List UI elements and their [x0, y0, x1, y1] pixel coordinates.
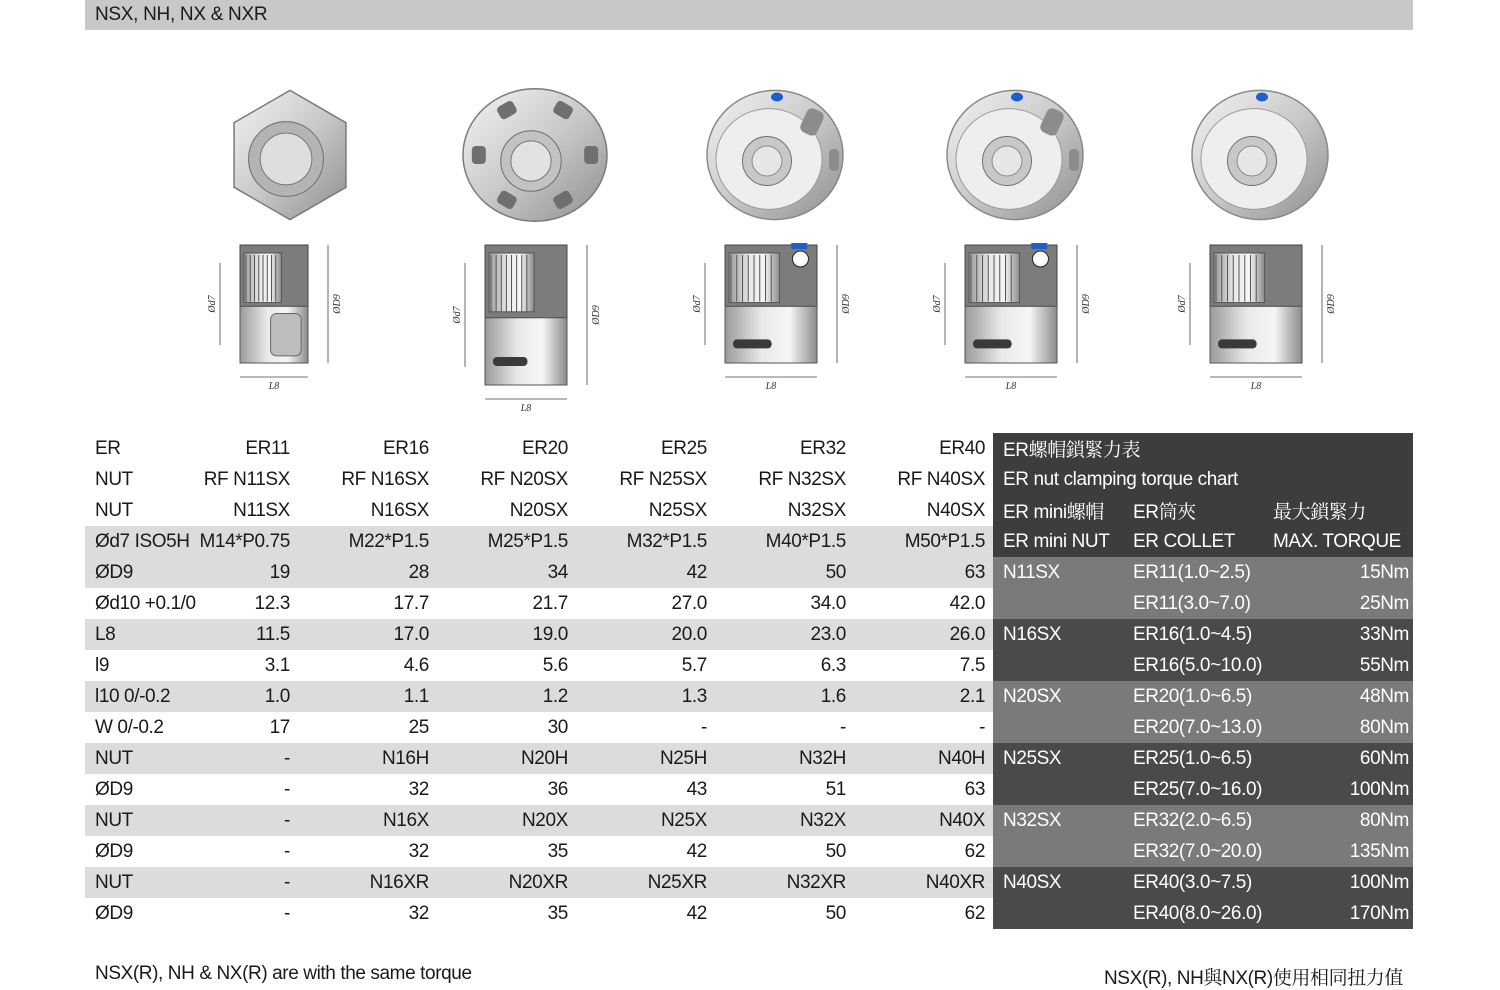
product-1: [180, 60, 400, 400]
spec-row-label: NUT: [85, 743, 197, 774]
spec-cell: 32: [298, 836, 437, 867]
spec-row-label: ER: [85, 433, 197, 464]
spec-row-label: ØD9: [85, 774, 197, 805]
blue-marker-icon: [1011, 93, 1023, 102]
spec-row: [85, 588, 993, 619]
torque-collet: ER40(8.0~26.0): [1133, 898, 1273, 929]
spec-row: [85, 619, 993, 650]
spec-row-label: W 0/-0.2: [85, 712, 197, 743]
spec-cell: RF N16SX: [298, 464, 437, 495]
spec-cell: 42: [576, 557, 715, 588]
torque-title-en: ER nut clamping torque chart: [993, 464, 1413, 495]
torque-title-zh: ER螺帽鎖緊力表: [993, 433, 1413, 464]
torque-row: [993, 805, 1413, 836]
spec-cell: 26.0: [854, 619, 993, 650]
spec-row: [85, 743, 993, 774]
spec-cell: N40XR: [854, 867, 993, 898]
torque-collet: ER20(1.0~6.5): [1133, 681, 1273, 712]
spec-cell: 3.1: [197, 650, 298, 681]
col-header-nut-en: ER mini NUT: [993, 526, 1133, 557]
spec-cell: 25: [298, 712, 437, 743]
spec-cell: N25X: [576, 805, 715, 836]
spec-row: [85, 867, 993, 898]
spec-cell: 42.0: [854, 588, 993, 619]
torque-row: [993, 588, 1413, 619]
spec-cell: 42: [576, 836, 715, 867]
spec-cell: M22*P1.5: [298, 526, 437, 557]
spec-cell: N32H: [715, 743, 854, 774]
torque-value: 60Nm: [1273, 743, 1413, 774]
nut-section-drawing: [1190, 245, 1322, 377]
spec-cell: M32*P1.5: [576, 526, 715, 557]
nut-3d-render: [234, 90, 346, 219]
footnote-en: NSX(R), NH & NX(R) are with the same torque: [95, 963, 472, 984]
spec-cell: N16XR: [298, 867, 437, 898]
nut-section-drawing: [705, 243, 837, 377]
spec-row: [85, 433, 993, 464]
spec-row: [85, 464, 993, 495]
torque-nut: [993, 898, 1133, 929]
nut-section-drawing: [945, 243, 1077, 377]
spec-cell: N25SX: [576, 495, 715, 526]
torque-nut: N16SX: [993, 619, 1133, 650]
spec-cell: 20.0: [576, 619, 715, 650]
torque-collet: ER32(7.0~20.0): [1133, 836, 1273, 867]
torque-collet: ER25(1.0~6.5): [1133, 743, 1273, 774]
product-3: [665, 60, 885, 400]
torque-collet: ER40(3.0~7.5): [1133, 867, 1273, 898]
spec-cell: ER16: [298, 433, 437, 464]
spec-cell: 19.0: [437, 619, 576, 650]
torque-row: [993, 681, 1413, 712]
torque-value: 25Nm: [1273, 588, 1413, 619]
dim-label-l8: L8: [268, 381, 280, 392]
spec-cell: ER40: [854, 433, 993, 464]
spec-row-label: ØD9: [85, 836, 197, 867]
spec-cell: M50*P1.5: [854, 526, 993, 557]
spec-cell: 1.0: [197, 681, 298, 712]
spec-cell: 1.2: [437, 681, 576, 712]
spec-cell: 17.0: [298, 619, 437, 650]
col-header-collet-en: ER COLLET: [1133, 526, 1273, 557]
torque-collet: ER11(1.0~2.5): [1133, 557, 1273, 588]
spec-cell: ER11: [197, 433, 298, 464]
spec-cell: N20XR: [437, 867, 576, 898]
dim-label-l8: L8: [520, 403, 532, 414]
spec-row: [85, 836, 993, 867]
spec-cell: 11.5: [197, 619, 298, 650]
spec-cell: 50: [715, 836, 854, 867]
spec-cell: -: [197, 867, 298, 898]
spec-row-label: NUT: [85, 805, 197, 836]
spec-row: [85, 526, 993, 557]
spec-cell: N20SX: [437, 495, 576, 526]
spec-cell: N11SX: [197, 495, 298, 526]
spec-cell: 34.0: [715, 588, 854, 619]
torque-row: [993, 836, 1413, 867]
product-4: [905, 60, 1125, 400]
spec-cell: -: [197, 836, 298, 867]
spec-cell: RF N11SX: [197, 464, 298, 495]
torque-row: [993, 774, 1413, 805]
spec-cell: -: [197, 774, 298, 805]
spec-cell: N16H: [298, 743, 437, 774]
spec-cell: 7.5: [854, 650, 993, 681]
nut-3d-render: [707, 90, 843, 219]
page-title: NSX, NH, NX & NXR: [95, 4, 268, 25]
spec-cell: 63: [854, 774, 993, 805]
spec-cell: N40SX: [854, 495, 993, 526]
torque-value: 15Nm: [1273, 557, 1413, 588]
torque-row: [993, 712, 1413, 743]
spec-cell: 4.6: [298, 650, 437, 681]
dim-label-d7: Ød7: [1177, 295, 1188, 313]
dim-label-d9: ØD9: [841, 294, 852, 314]
dim-label-l8: L8: [765, 381, 777, 392]
spec-cell: 32: [298, 774, 437, 805]
dim-label-d9: ØD9: [1326, 294, 1337, 314]
footnote-zh: NSX(R), NH與NX(R)使用相同扭力值: [1103, 968, 1403, 989]
spec-row-label: Ød7 ISO5H: [85, 526, 197, 557]
spec-cell: RF N40SX: [854, 464, 993, 495]
torque-row: [993, 867, 1413, 898]
spec-cell: 43: [576, 774, 715, 805]
spec-cell: 28: [298, 557, 437, 588]
spec-row-label: L8: [85, 619, 197, 650]
product-5: [1150, 60, 1370, 400]
dim-label-d9: ØD9: [591, 305, 602, 325]
spec-cell: N20H: [437, 743, 576, 774]
spec-cell: 35: [437, 836, 576, 867]
spec-row: [85, 557, 993, 588]
torque-nut: N25SX: [993, 743, 1133, 774]
dim-label-d9: ØD9: [1081, 294, 1092, 314]
torque-value: 48Nm: [1273, 681, 1413, 712]
spec-row-label: NUT: [85, 867, 197, 898]
spec-cell: 21.7: [437, 588, 576, 619]
torque-nut: N40SX: [993, 867, 1133, 898]
spec-row-label: NUT: [85, 464, 197, 495]
spec-cell: M25*P1.5: [437, 526, 576, 557]
product-2: [425, 60, 645, 414]
dim-label-d7: Ød7: [452, 306, 463, 324]
spec-row-label: NUT: [85, 495, 197, 526]
spec-cell: 50: [715, 557, 854, 588]
spec-cell: 5.6: [437, 650, 576, 681]
col-header-collet-zh: ER筒夾: [1133, 495, 1273, 526]
spec-cell: N32X: [715, 805, 854, 836]
spec-row-label: Ød10 +0.1/0: [85, 588, 197, 619]
spec-cell: -: [197, 805, 298, 836]
spec-cell: N16SX: [298, 495, 437, 526]
spec-cell: ER20: [437, 433, 576, 464]
dim-label-d9: ØD9: [332, 294, 343, 314]
torque-value: 135Nm: [1273, 836, 1413, 867]
torque-value: 100Nm: [1273, 867, 1413, 898]
torque-collet: ER16(5.0~10.0): [1133, 650, 1273, 681]
torque-nut: [993, 712, 1133, 743]
spec-row-label: ØD9: [85, 557, 197, 588]
spec-cell: N32XR: [715, 867, 854, 898]
dim-label-d7: Ød7: [207, 295, 218, 313]
torque-collet: ER11(3.0~7.0): [1133, 588, 1273, 619]
torque-nut: [993, 650, 1133, 681]
spec-cell: N25H: [576, 743, 715, 774]
nut-section-drawing: [465, 245, 587, 399]
spec-cell: -: [197, 743, 298, 774]
torque-value: 33Nm: [1273, 619, 1413, 650]
torque-row: [993, 650, 1413, 681]
spec-cell: M14*P0.75: [197, 526, 298, 557]
col-header-torque-zh: 最大鎖緊力: [1273, 495, 1413, 526]
spec-cell: 63: [854, 557, 993, 588]
dim-label-d7: Ød7: [932, 295, 943, 313]
torque-nut: N32SX: [993, 805, 1133, 836]
spec-cell: 30: [437, 712, 576, 743]
torque-collet: ER16(1.0~4.5): [1133, 619, 1273, 650]
spec-cell: 12.3: [197, 588, 298, 619]
torque-value: 80Nm: [1273, 805, 1413, 836]
spec-cell: 36: [437, 774, 576, 805]
spec-cell: 5.7: [576, 650, 715, 681]
spec-cell: -: [854, 712, 993, 743]
spec-cell: RF N20SX: [437, 464, 576, 495]
dim-label-l8: L8: [1005, 381, 1017, 392]
col-header-nut-zh: ER mini螺帽: [993, 495, 1133, 526]
spec-row-label: l10 0/-0.2: [85, 681, 197, 712]
spec-cell: 35: [437, 898, 576, 929]
spec-cell: 2.1: [854, 681, 993, 712]
spec-cell: 6.3: [715, 650, 854, 681]
torque-collet: ER25(7.0~16.0): [1133, 774, 1273, 805]
spec-cell: M40*P1.5: [715, 526, 854, 557]
spec-row: [85, 495, 993, 526]
spec-row: [85, 898, 993, 929]
spec-cell: -: [197, 898, 298, 929]
torque-row: [993, 619, 1413, 650]
torque-row: [993, 743, 1413, 774]
product-illustrations: [85, 60, 1413, 414]
spec-cell: 51: [715, 774, 854, 805]
torque-collet: ER20(7.0~13.0): [1133, 712, 1273, 743]
page-header: [85, 0, 1413, 30]
nut-3d-render: [947, 90, 1083, 219]
spec-row: [85, 805, 993, 836]
torque-nut: [993, 588, 1133, 619]
spec-row-label: ØD9: [85, 898, 197, 929]
spec-cell: ER32: [715, 433, 854, 464]
spec-row: [85, 681, 993, 712]
blue-marker-icon: [1256, 93, 1268, 102]
spec-cell: 17.7: [298, 588, 437, 619]
torque-collet: ER32(2.0~6.5): [1133, 805, 1273, 836]
dim-label-l8: L8: [1250, 381, 1262, 392]
torque-value: 100Nm: [1273, 774, 1413, 805]
torque-nut: N11SX: [993, 557, 1133, 588]
torque-nut: N20SX: [993, 681, 1133, 712]
spec-cell: -: [715, 712, 854, 743]
spec-cell: RF N25SX: [576, 464, 715, 495]
col-header-torque-en: MAX. TORQUE: [1273, 526, 1413, 557]
spec-cell: 23.0: [715, 619, 854, 650]
torque-chart: [993, 433, 1413, 929]
spec-cell: ER25: [576, 433, 715, 464]
spec-cell: 1.1: [298, 681, 437, 712]
torque-row: [993, 557, 1413, 588]
spec-cell: 62: [854, 898, 993, 929]
torque-value: 80Nm: [1273, 712, 1413, 743]
spec-cell: 1.3: [576, 681, 715, 712]
spec-cell: 17: [197, 712, 298, 743]
dim-label-d7: Ød7: [692, 295, 703, 313]
spec-cell: N20X: [437, 805, 576, 836]
nut-3d-render: [463, 89, 607, 221]
spec-cell: 19: [197, 557, 298, 588]
spec-cell: 32: [298, 898, 437, 929]
blue-marker-icon: [771, 93, 783, 102]
spec-row: [85, 712, 993, 743]
spec-cell: N40X: [854, 805, 993, 836]
torque-row: [993, 898, 1413, 929]
spec-row: [85, 774, 993, 805]
spec-cell: N40H: [854, 743, 993, 774]
spec-cell: 34: [437, 557, 576, 588]
spec-row-label: l9: [85, 650, 197, 681]
spec-cell: N16X: [298, 805, 437, 836]
nut-section-drawing: [220, 245, 328, 377]
torque-value: 55Nm: [1273, 650, 1413, 681]
torque-value: 170Nm: [1273, 898, 1413, 929]
torque-nut: [993, 774, 1133, 805]
spec-cell: 62: [854, 836, 993, 867]
spec-cell: -: [576, 712, 715, 743]
spec-cell: 42: [576, 898, 715, 929]
nut-3d-render: [1192, 90, 1328, 219]
spec-cell: 27.0: [576, 588, 715, 619]
spec-cell: 1.6: [715, 681, 854, 712]
spec-table: [85, 433, 993, 929]
spec-cell: 50: [715, 898, 854, 929]
spec-cell: RF N32SX: [715, 464, 854, 495]
torque-nut: [993, 836, 1133, 867]
spec-row: [85, 650, 993, 681]
spec-cell: N25XR: [576, 867, 715, 898]
spec-cell: N32SX: [715, 495, 854, 526]
